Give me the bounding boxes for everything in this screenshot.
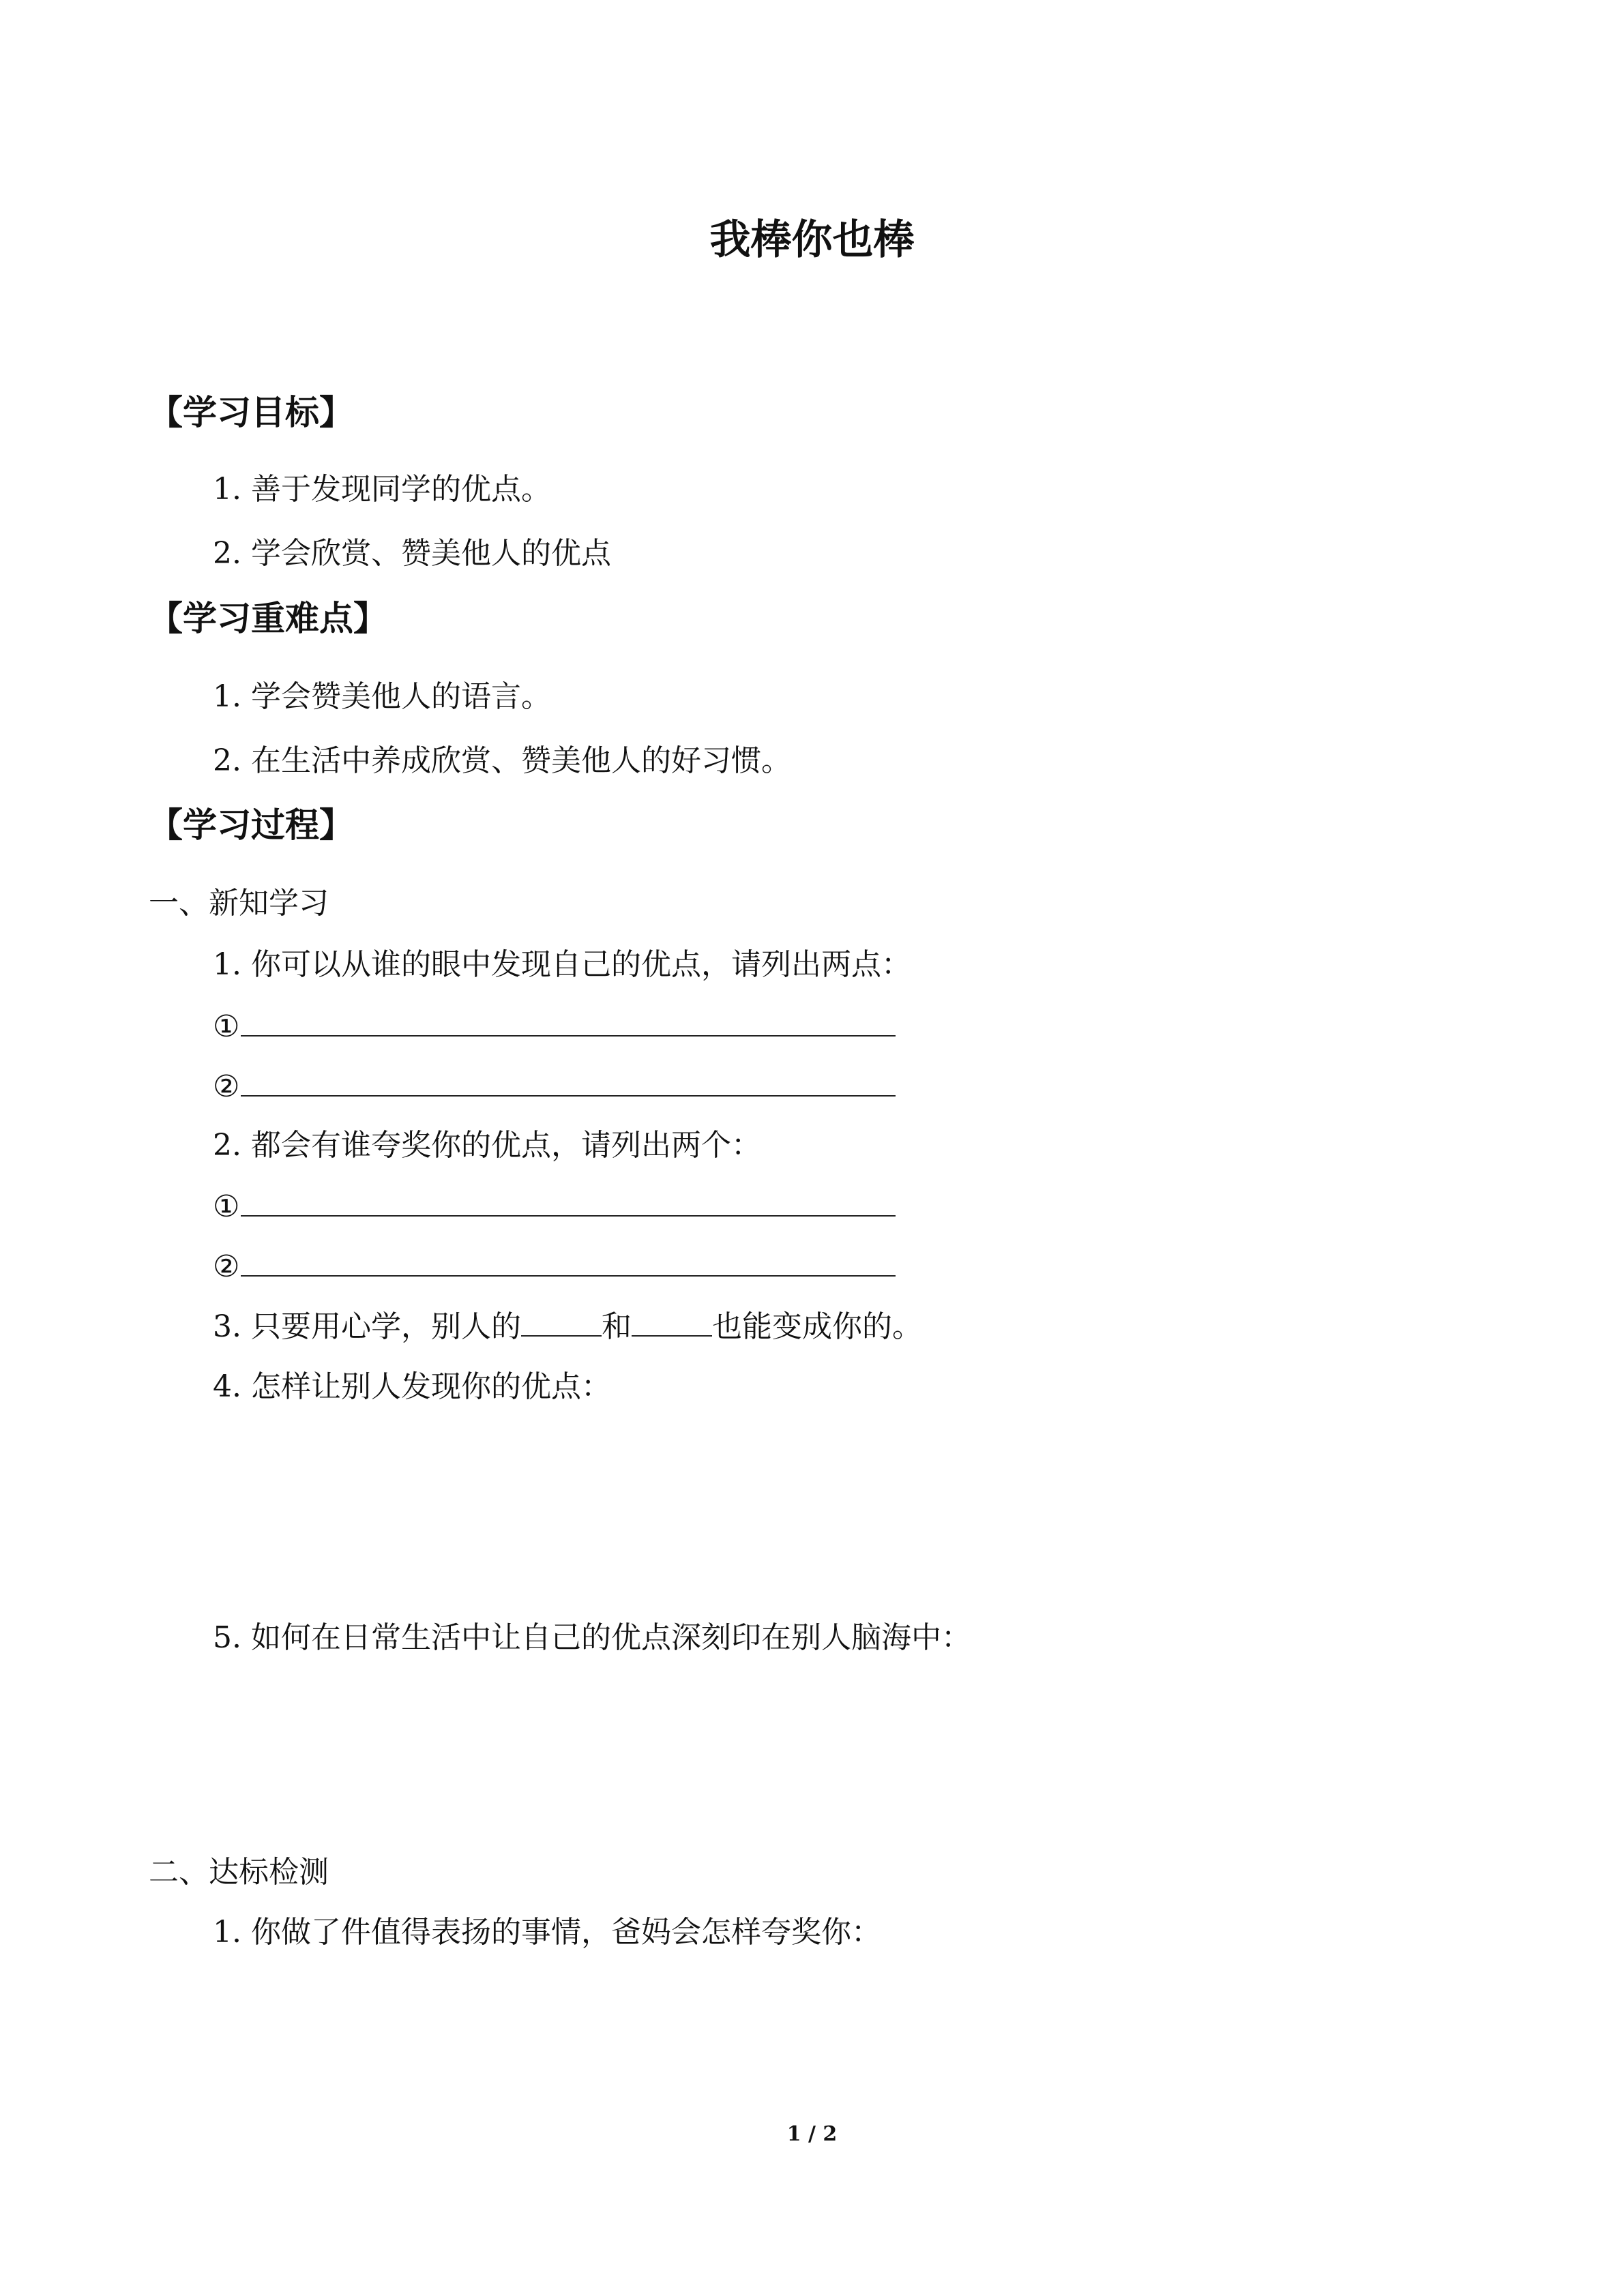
question-5: 5. 如何在日常生活中让自己的优点深刻印在别人脑海中：: [213, 1620, 971, 1655]
process-heading: 【学习过程】: [149, 805, 353, 845]
answer-line-q1-a[interactable]: [213, 1005, 896, 1047]
answer-line-q2-a[interactable]: [213, 1185, 896, 1227]
question-3: [213, 1305, 922, 1347]
answer-line-q1-b[interactable]: [213, 1065, 896, 1107]
part2-label: 二、达标检测: [149, 1855, 329, 1890]
question-3-prefix: 3. 只要用心学，别人的: [213, 1309, 521, 1344]
key-point-item-2: 2. 在生活中养成欣赏、赞美他人的好习惯。: [213, 743, 791, 778]
marker-circled-1: ①: [213, 1189, 240, 1224]
question-2: 2. 都会有谁夸奖你的优点，请列出两个：: [213, 1128, 761, 1163]
fill-blank-1[interactable]: [521, 1305, 602, 1337]
goal-item-2: 2. 学会欣赏、赞美他人的优点: [213, 536, 611, 571]
blank-line[interactable]: [241, 1005, 896, 1037]
question-3-suffix: 也能变成你的。: [711, 1309, 922, 1344]
marker-circled-1: ①: [213, 1009, 240, 1044]
blank-line[interactable]: [241, 1185, 896, 1217]
part1-label: 一、新知学习: [149, 886, 329, 921]
answer-line-q2-b[interactable]: [213, 1245, 896, 1287]
fill-blank-2[interactable]: [632, 1305, 712, 1337]
question-1: 1. 你可以从谁的眼中发现自己的优点，请列出两点：: [213, 947, 911, 982]
page-title: 我棒你也棒: [709, 216, 915, 264]
key-points-heading: 【学习重难点】: [149, 599, 387, 638]
question-4: 4. 怎样让别人发现你的优点：: [213, 1369, 611, 1404]
marker-circled-2: ②: [213, 1069, 240, 1104]
blank-line[interactable]: [241, 1245, 896, 1277]
check-question-1: 1. 你做了件值得表扬的事情，爸妈会怎样夸奖你：: [213, 1915, 881, 1950]
goal-item-1: 1. 善于发现同学的优点。: [213, 472, 551, 507]
key-point-item-1: 1. 学会赞美他人的语言。: [213, 679, 551, 714]
question-3-mid: 和: [601, 1309, 632, 1344]
goals-heading: 【学习目标】: [149, 393, 353, 432]
page-number: 1 / 2: [786, 2122, 838, 2146]
blank-line[interactable]: [241, 1065, 896, 1097]
marker-circled-2: ②: [213, 1249, 240, 1284]
